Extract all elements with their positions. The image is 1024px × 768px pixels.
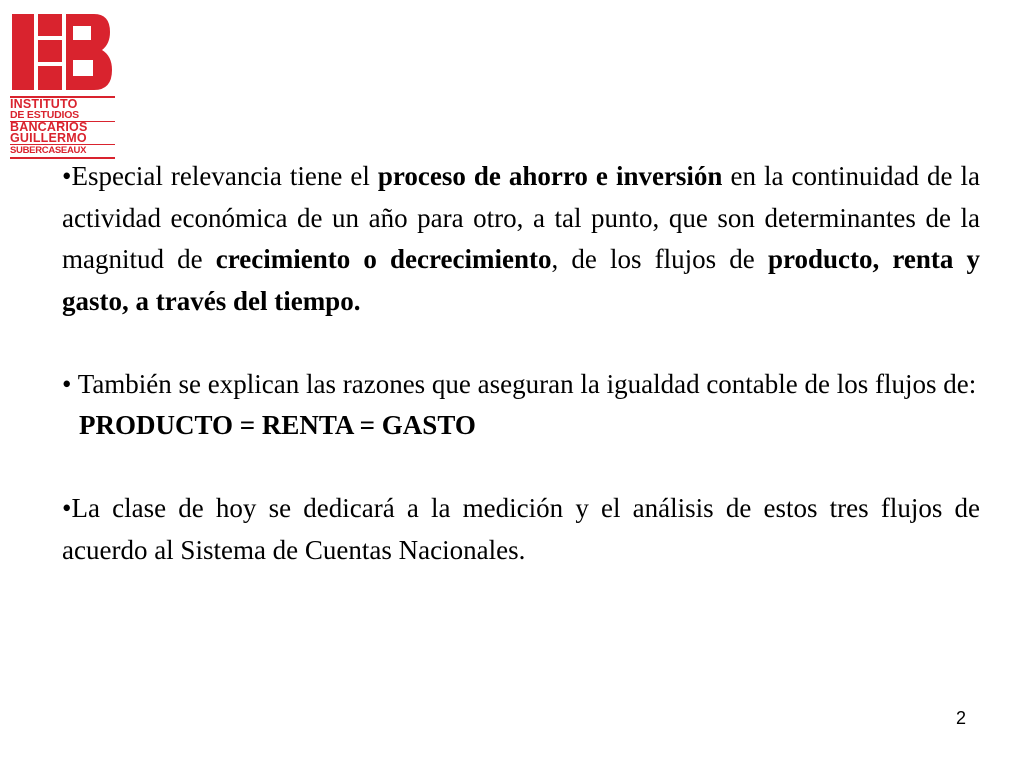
spacer [62, 447, 980, 489]
institute-logo [10, 12, 115, 160]
logo-line: DE ESTUDIOS [10, 109, 79, 121]
page-number: 2 [955, 708, 966, 728]
text-segment: •Especial relevancia tiene el [62, 161, 378, 191]
formula-line: PRODUCTO = RENTA = GASTO [79, 410, 476, 440]
logo-line: SUBERCASEAUX [10, 144, 115, 159]
spacer [62, 322, 980, 364]
ieb-logo-mark-icon [10, 12, 115, 92]
text-segment-bold: producto, renta y gasto, a través del tiempo. [62, 244, 980, 316]
logo-line: INSTITUTO [10, 96, 115, 110]
logo-line: BANCARIOS [10, 121, 115, 133]
text-segment: en la continuidad de la actividad económica de un año para otro, a tal punto, que son determinantes de la magnitud de [62, 161, 980, 274]
text-segment: • También se explican las razones que aseguran la igualdad contable de los flujos de: [62, 368, 977, 399]
logo-line: GUILLERMO [10, 131, 87, 145]
paragraph-accounting-equality [62, 364, 980, 406]
logo-text [10, 96, 115, 159]
text-segment-bold: proceso de ahorro e inversión [377, 161, 723, 191]
paragraph-todays-class [62, 488, 980, 571]
slide-body [62, 156, 980, 571]
text-segment: , de los flujos de [551, 244, 768, 274]
paragraph-savings-investment [62, 156, 980, 322]
text-segment: •La clase de hoy se dedicará a la medición y el análisis de estos tres flujos de acuerdo al Sistema de Cuentas Nacionales. [62, 493, 980, 565]
text-segment-bold: crecimiento o decrecimiento [215, 244, 552, 274]
